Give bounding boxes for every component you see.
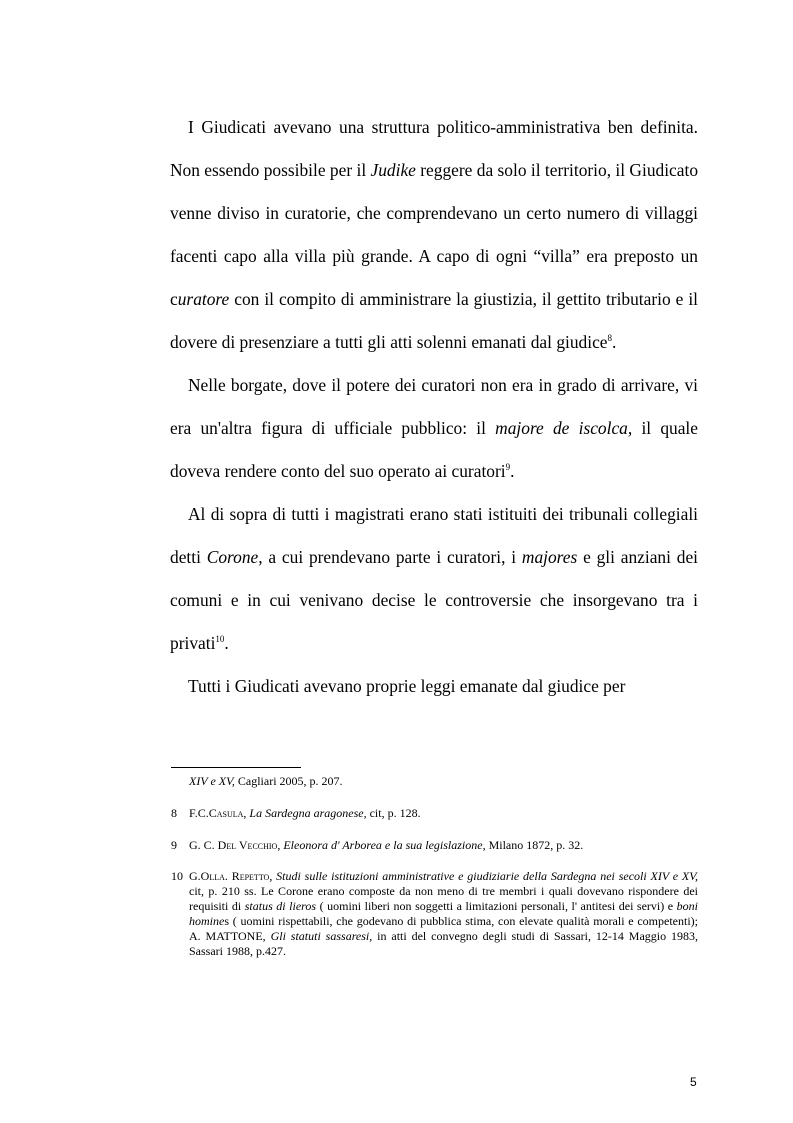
- footnote-ref[interactable]: 9: [505, 462, 511, 472]
- footnote-number: 8: [171, 806, 177, 820]
- text-run: .: [510, 461, 515, 481]
- italic-run: La Sardegna aragonese,: [249, 806, 367, 820]
- text-run: s ( uomini rispettabili, che godevano di pubblica stima, con elevate qualità morali e competenti); A. MATTONE,: [189, 914, 698, 943]
- italic-run: majore de iscolca,: [495, 418, 633, 438]
- italic-run: Eleonora d' Arborea e la sua legislazione,: [283, 838, 486, 852]
- footnote-separator: [171, 767, 301, 768]
- text-run: reggere da solo il territorio, il Giudicato venne diviso in curatorie, che comprendevano un certo numero di villaggi facenti capo alla villa più grande. A capo di ogni “villa” era preposto un c: [170, 160, 699, 309]
- paragraph-1: [170, 106, 698, 364]
- italic-run: status di lieros: [244, 899, 317, 913]
- text-run: Al di sopra di tutti i magistrati erano stati istituiti dei tribunali collegiali detti: [170, 504, 698, 567]
- text-run: ,: [277, 838, 284, 852]
- text-run: Tutti i Giudicati avevano proprie leggi emanate dal giudice per: [188, 676, 626, 696]
- footnote-9: [171, 838, 698, 853]
- text-run: G.: [189, 869, 201, 883]
- text-run: ,: [269, 869, 277, 883]
- footnote-number: 9: [171, 838, 177, 852]
- text-run: cit, p. 210 ss. Le Corone erano composte da non meno di tre membri i quali dovevano rispondere dei requisiti di: [189, 884, 698, 913]
- paragraph-2: [170, 364, 698, 493]
- text-run: a cui prendevano parte i curatori, i: [262, 547, 522, 567]
- text-run: Milano 1872, p. 32.: [485, 838, 584, 852]
- footnote-8: [171, 806, 698, 821]
- text-run: cit, p. 128.: [366, 806, 421, 820]
- author-name: Casula: [208, 806, 244, 820]
- text-run: .: [612, 332, 617, 352]
- page-number: 5: [690, 1075, 697, 1089]
- author-name: Del Vecchio: [217, 838, 278, 852]
- text-run: ,: [243, 806, 250, 820]
- text-run: I Giudicati avevano una struttura politico-amministrativa ben definita. Non essendo possibile per il: [170, 117, 698, 180]
- text-run: G. C.: [189, 838, 218, 852]
- text-run: in atti del convegno degli studi di Sassari, 12-14 Maggio 1983, Sassari 1988, p.427.: [189, 929, 698, 958]
- text-run: e gli anziani dei comuni e in cui venivano decise le controversie che insorgevano tra i privati: [170, 547, 698, 653]
- footnote-10: [171, 869, 698, 959]
- text-run: con il compito di amministrare la giustizia, il gettito tributario e il dovere di presenziare a tutti gli atti solenni emanati dal giudice: [170, 289, 698, 352]
- author-name: Olla. Repetto: [200, 869, 270, 883]
- text-run: ( uomini liberi non soggetti a limitazioni personali, l' antitesi dei servi) e: [316, 899, 677, 913]
- footnotes: [171, 774, 698, 959]
- italic-run: boni homine: [189, 899, 699, 928]
- text-run: Cagliari 2005, p. 207.: [234, 774, 343, 788]
- italic-run: Judike: [370, 160, 416, 180]
- italic-run: uratore: [177, 289, 230, 309]
- footnote-ref[interactable]: 8: [607, 333, 613, 343]
- italic-run: XIV e XV,: [189, 774, 235, 788]
- italic-run: Gli statuti sassaresi,: [270, 929, 373, 943]
- footnote-number: 10: [171, 869, 183, 883]
- body-text: [170, 106, 698, 708]
- italic-run: majores: [521, 547, 578, 567]
- footnote-ref[interactable]: 10: [215, 634, 225, 644]
- text-run: .: [224, 633, 229, 653]
- paragraph-4: [170, 665, 698, 708]
- text-run: il quale doveva rendere conto del suo operato ai curatori: [170, 418, 698, 481]
- footnote-continuation: [171, 774, 698, 789]
- italic-run: Corone,: [206, 547, 263, 567]
- paragraph-3: [170, 493, 698, 665]
- text-run: F.C.: [189, 806, 209, 820]
- italic-run: Studi sulle istituzioni amministrative e giudiziarie della Sardegna nei secoli XIV e XV,: [276, 869, 699, 883]
- text-run: Nelle borgate, dove il potere dei curatori non era in grado di arrivare, vi era un'altra figura di ufficiale pubblico: il: [170, 375, 698, 438]
